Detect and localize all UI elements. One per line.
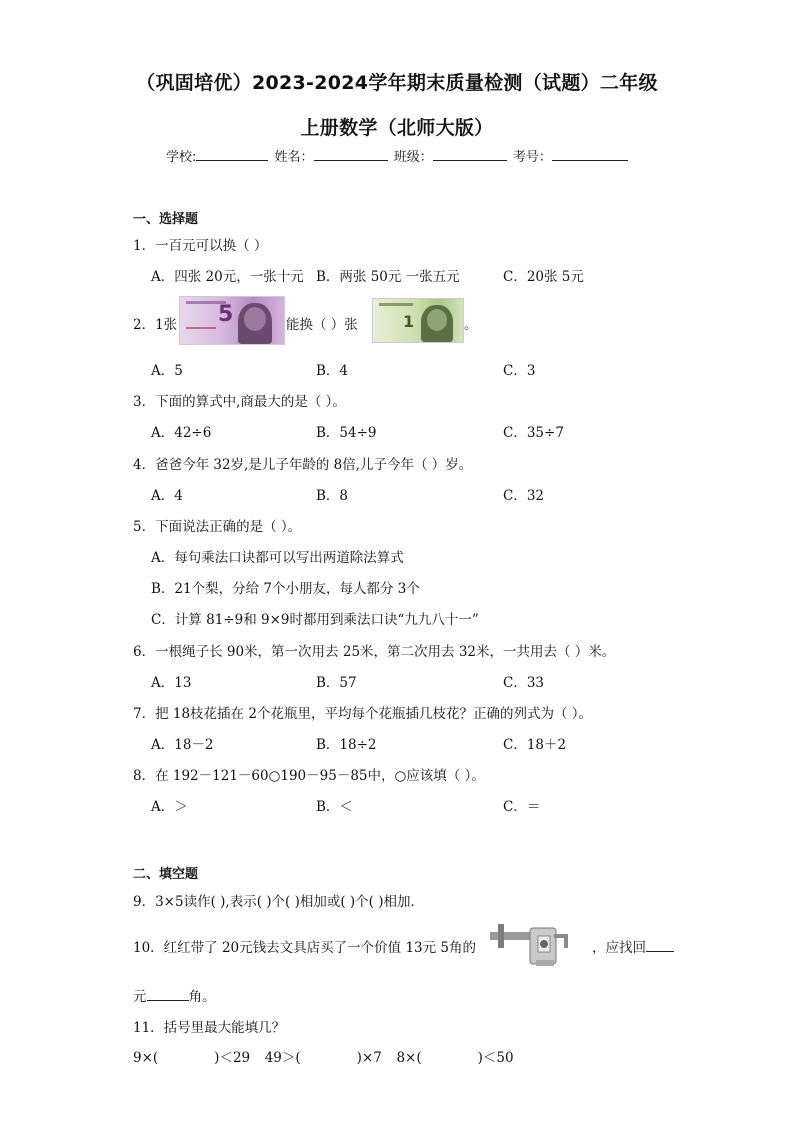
q11-expr1-end: )＜29	[214, 1050, 251, 1066]
q3-option-b[interactable]: B．54÷9	[316, 425, 377, 441]
question-11-expressions	[133, 1046, 514, 1066]
q5-option-b[interactable]: B．21个梨，分给 7个小朋友，每人都分 3个	[151, 581, 420, 597]
q8-option-a[interactable]: A．＞	[151, 799, 188, 815]
school-label: 学校:	[166, 150, 197, 165]
question-2-part2: 能换（ ）张	[286, 317, 358, 333]
page-title: （巩固培优）2023-2024学年期末质量检测（试题）二年级	[136, 72, 658, 94]
q3-option-a[interactable]: A．42÷6	[151, 425, 212, 441]
q8-option-b[interactable]: B．＜	[316, 799, 353, 815]
q10-jiao-blank[interactable]	[147, 988, 189, 1001]
question-3: 3．下面的算式中,商最大的是（ ）。	[133, 394, 346, 410]
q1-option-a[interactable]: A．四张 20元，一张十元	[151, 269, 304, 285]
q7-option-b[interactable]: B．18÷2	[316, 737, 377, 753]
student-info-row	[166, 146, 630, 165]
page-subtitle: 上册数学（北师大版）	[300, 117, 494, 139]
q7-option-c[interactable]: C．18＋2	[503, 737, 567, 753]
question-11: 11．括号里最大能填几？	[133, 1020, 286, 1036]
question-4: 4．爸爸今年 32岁,是儿子年龄的 8倍,儿子今年（ ）岁。	[133, 457, 473, 473]
question-5: 5．下面说法正确的是（ ）。	[133, 519, 302, 535]
q6-option-c[interactable]: C．33	[503, 675, 545, 691]
q11-expr3-end: )＜50	[477, 1050, 514, 1066]
q1-option-b[interactable]: B．两张 50元 一张五元	[316, 269, 460, 285]
q10-yuan-blank[interactable]	[646, 939, 674, 952]
class-label: 班级：	[393, 150, 433, 165]
question-1: 1．一百元可以换（ ）	[133, 238, 268, 254]
q5-option-a[interactable]: A．每句乘法口诀都可以写出两道除法算式	[151, 550, 404, 566]
q11-expr1-start: 9×(	[133, 1050, 159, 1066]
q2-option-c[interactable]: C．3	[503, 363, 536, 379]
q8-option-c[interactable]: C．＝	[503, 799, 541, 815]
q10-unit-jiao: 角。	[188, 989, 216, 1005]
q6-option-b[interactable]: B．57	[316, 675, 357, 691]
q5-option-c[interactable]: C．计算 81÷9和 9×9时都用到乘法口诀“九九八十一”	[151, 612, 479, 628]
pencil-sharpener-icon	[488, 918, 572, 970]
class-blank[interactable]	[433, 148, 507, 161]
q10-unit-yuan: 元	[133, 989, 147, 1005]
section-fill-title: 二、填空题	[133, 867, 199, 882]
question-6: 6．一根绳子长 90米，第一次用去 25米，第二次用去 32米，一共用去（ ）米。	[133, 644, 616, 660]
school-blank[interactable]	[196, 148, 268, 161]
exam-no-label: 考号：	[512, 150, 552, 165]
banknote-1-yuan-icon: 1	[372, 298, 464, 343]
question-10-part2	[592, 936, 674, 956]
q1-option-c[interactable]: C．20张 5元	[503, 269, 584, 285]
banknote-5-yuan-icon: 5	[179, 296, 285, 345]
q2-option-a[interactable]: A．5	[151, 363, 183, 379]
exam-no-blank[interactable]	[552, 148, 628, 161]
q2-option-b[interactable]: B．4	[316, 363, 349, 379]
q4-option-a[interactable]: A．4	[151, 488, 183, 504]
q7-option-a[interactable]: A．18－2	[151, 737, 214, 753]
question-8: 8．在 192－121－60○190－95－85中，○应该填（ ）。	[133, 768, 485, 784]
question-2-part3: 。	[464, 317, 478, 333]
question-10-part1: 10．红红带了 20元钱去文具店买了一个价值 13元 5角的	[133, 940, 476, 956]
name-label: 姓名：	[274, 150, 314, 165]
section-choice-title: 一、选择题	[133, 212, 199, 227]
q11-expr3-start: 8×(	[396, 1050, 422, 1066]
q10-text-2: ，应找回	[592, 940, 646, 956]
q11-expr2-end: )×7	[356, 1050, 382, 1066]
question-9: 9．3×5读作( ),表示( )个( )相加或( )个( )相加．	[133, 894, 424, 910]
q11-expr2-start: 49＞(	[264, 1050, 301, 1066]
question-7: 7．把 18枝花插在 2个花瓶里，平均每个花瓶插几枝花？正确的列式为（ ）。	[133, 706, 592, 722]
q6-option-a[interactable]: A．13	[151, 675, 192, 691]
question-2-part1: 2．1张	[133, 317, 178, 333]
question-10-line2	[133, 985, 216, 1005]
name-blank[interactable]	[314, 148, 388, 161]
q4-option-b[interactable]: B．8	[316, 488, 349, 504]
q4-option-c[interactable]: C．32	[503, 488, 545, 504]
q3-option-c[interactable]: C．35÷7	[503, 425, 564, 441]
